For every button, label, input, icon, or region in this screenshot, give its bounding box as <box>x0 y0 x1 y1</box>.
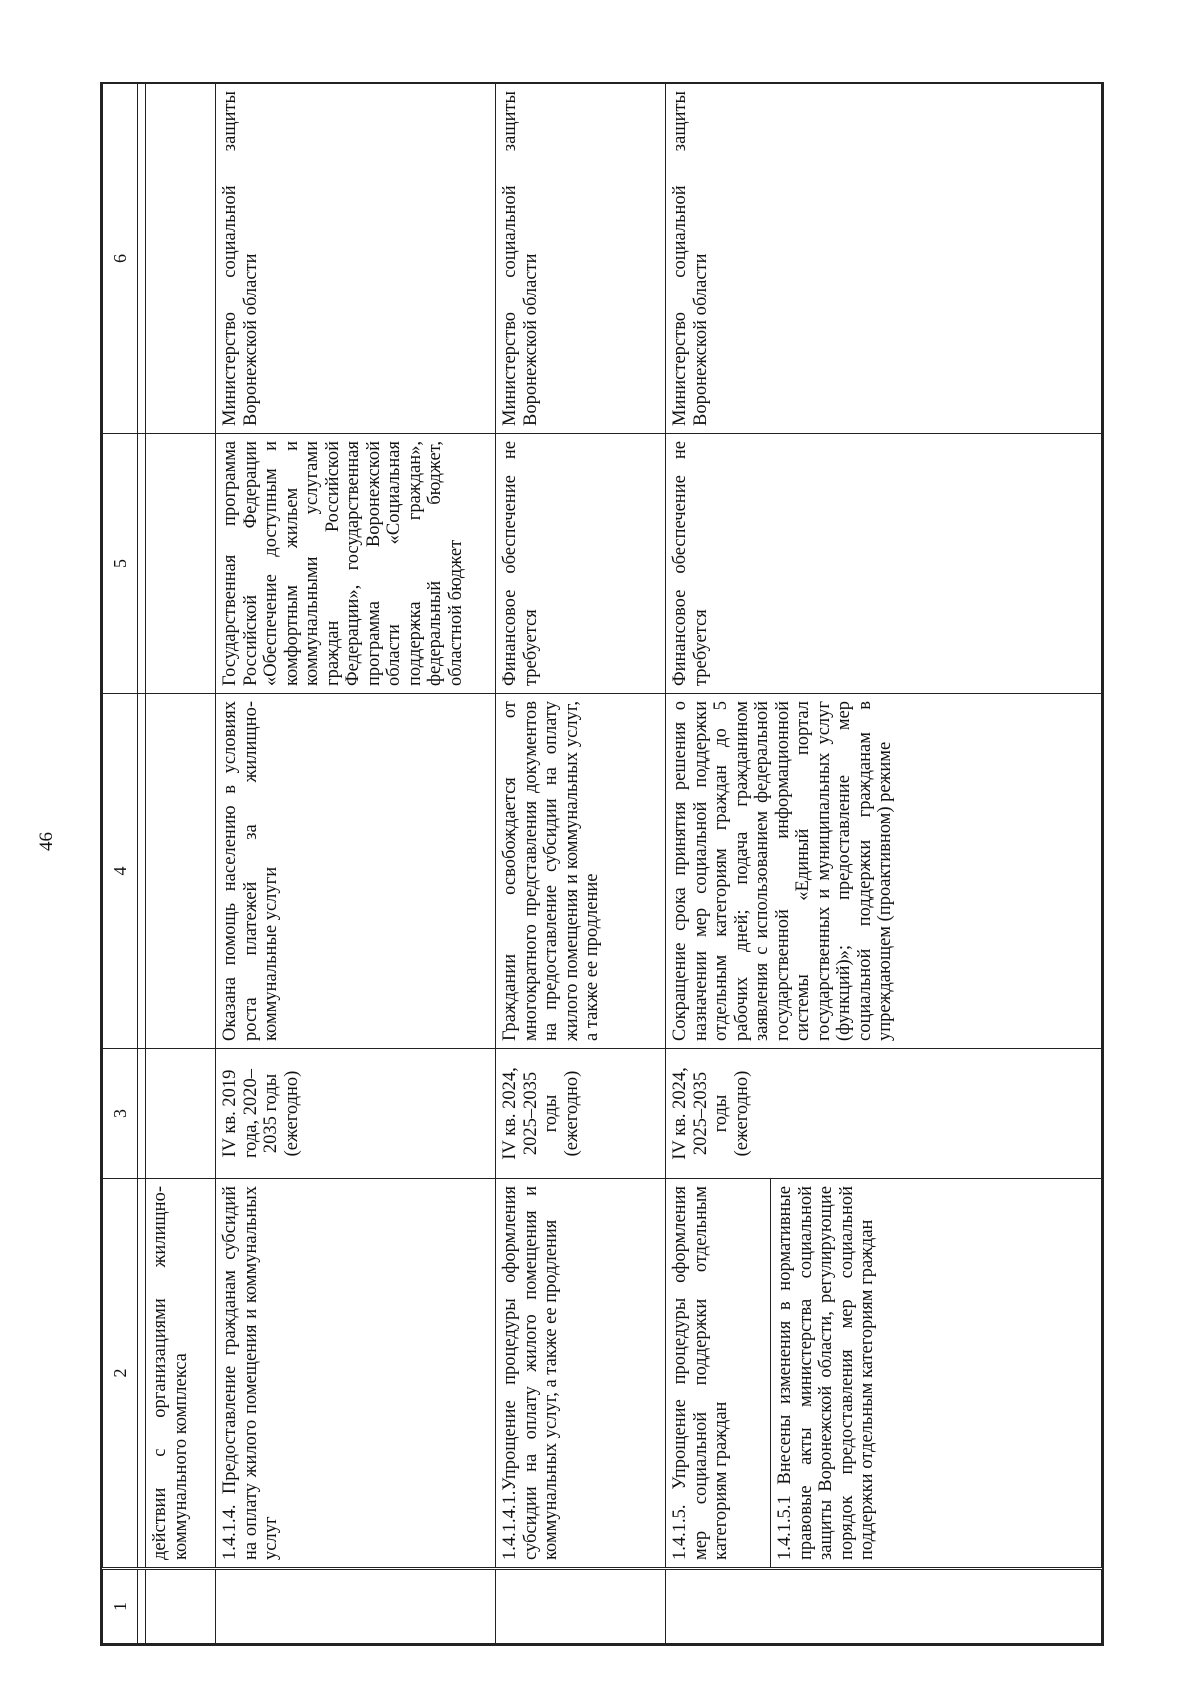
header-gap-row <box>138 84 146 1644</box>
header-col-3: 3 <box>103 1049 138 1179</box>
row-0-col-5 <box>146 434 216 694</box>
row-0-col-4 <box>146 694 216 1049</box>
row-0-col-2: действии с организациями жилищно-коммунального комплекса <box>146 1179 216 1569</box>
row-4-col-2: 1.4.1.5.1 Внесены изменения в нормативные правовые акты министерства социальной защиты Воронежской области, регулирующие порядок предоставления мер социальной поддержки отдельным категориям граждан <box>771 1179 1102 1569</box>
row-3-col-4: Сокращение срока принятия решения о назначении мер социальной поддержки отдельным категориям граждан до 5 рабочих дней; подача гражданином заявления с использованием федеральной государственной информационной системы «Единый портал государственных и муниципальных услуг (функций)»; предоставление мер социальной поддержки гражданам в упреждающем (проактивном) режиме <box>666 694 1102 1049</box>
row-2-col-3: IV кв. 2024, 2025–2035 годы (ежегодно) <box>496 1049 666 1179</box>
gap-cell-4 <box>138 694 146 1049</box>
table-header-row <box>103 84 138 1644</box>
row-3-col-1 <box>666 1569 1102 1644</box>
page-number: 46 <box>36 832 57 851</box>
rotated-table-container <box>102 84 1102 1644</box>
row-3-col-6: Министерство социальной защиты Воронежской области <box>666 84 1102 434</box>
row-2-col-2: 1.4.1.4.1.Упрощение процедуры оформления субсидии на оплату жилого помещения и коммунальных услуг, а также ее продления <box>496 1179 666 1569</box>
row-2-col-5: Финансовое обеспечение не требуется <box>496 434 666 694</box>
table-row <box>666 84 771 1644</box>
header-col-4: 4 <box>103 694 138 1049</box>
row-0-col-6 <box>146 84 216 434</box>
row-3-col-5: Финансовое обеспечение не требуется <box>666 434 1102 694</box>
row-1-col-1 <box>216 1569 496 1644</box>
header-col-5: 5 <box>103 434 138 694</box>
table-row <box>146 84 216 1644</box>
gap-cell-1 <box>138 1569 146 1644</box>
table-row <box>496 84 666 1644</box>
row-3-col-3: IV кв. 2024, 2025–2035 годы (ежегодно) <box>666 1049 1102 1179</box>
row-1-col-5: Государственная программа Российской Федерации «Обеспечение доступным и комфортным жильем и коммунальными услугами граждан Российской Федерации», государственная программа Воронежской области «Социальная поддержка граждан», федеральный бюджет, областной бюджет <box>216 434 496 694</box>
row-2-col-1 <box>496 1569 666 1644</box>
row-1-col-6: Министерство социальной защиты Воронежской области <box>216 84 496 434</box>
row-0-col-1 <box>146 1569 216 1644</box>
header-col-2: 2 <box>103 1179 138 1569</box>
gap-cell-2 <box>138 1179 146 1569</box>
header-col-6: 6 <box>103 84 138 434</box>
row-0-col-3 <box>146 1049 216 1179</box>
measures-table <box>102 83 1102 1644</box>
table-row <box>216 84 496 1644</box>
row-2-col-4: Граждании освобождается от многократного представления документов на предоставление субсидии на оплату жилого помещения и коммунальных услуг, а также ее продление <box>496 694 666 1049</box>
gap-cell-6 <box>138 84 146 434</box>
row-1-col-4: Оказана помощь населению в условиях роста платежей за жилищно-коммунальные услуги <box>216 694 496 1049</box>
gap-cell-5 <box>138 434 146 694</box>
row-1-col-2: 1.4.1.4. Предоставление гражданам субсидий на оплату жилого помещения и коммунальных услуг <box>216 1179 496 1569</box>
row-1-col-3: IV кв. 2019 года, 2020–2035 годы (ежегодно) <box>216 1049 496 1179</box>
gap-cell-3 <box>138 1049 146 1179</box>
row-2-col-6: Министерство социальной защиты Воронежской области <box>496 84 666 434</box>
row-3-col-2: 1.4.1.5. Упрощение процедуры оформления мер социальной поддержки отдельным категориям граждан <box>666 1179 771 1569</box>
plan-table <box>100 82 1104 1646</box>
header-col-1: 1 <box>103 1569 138 1644</box>
